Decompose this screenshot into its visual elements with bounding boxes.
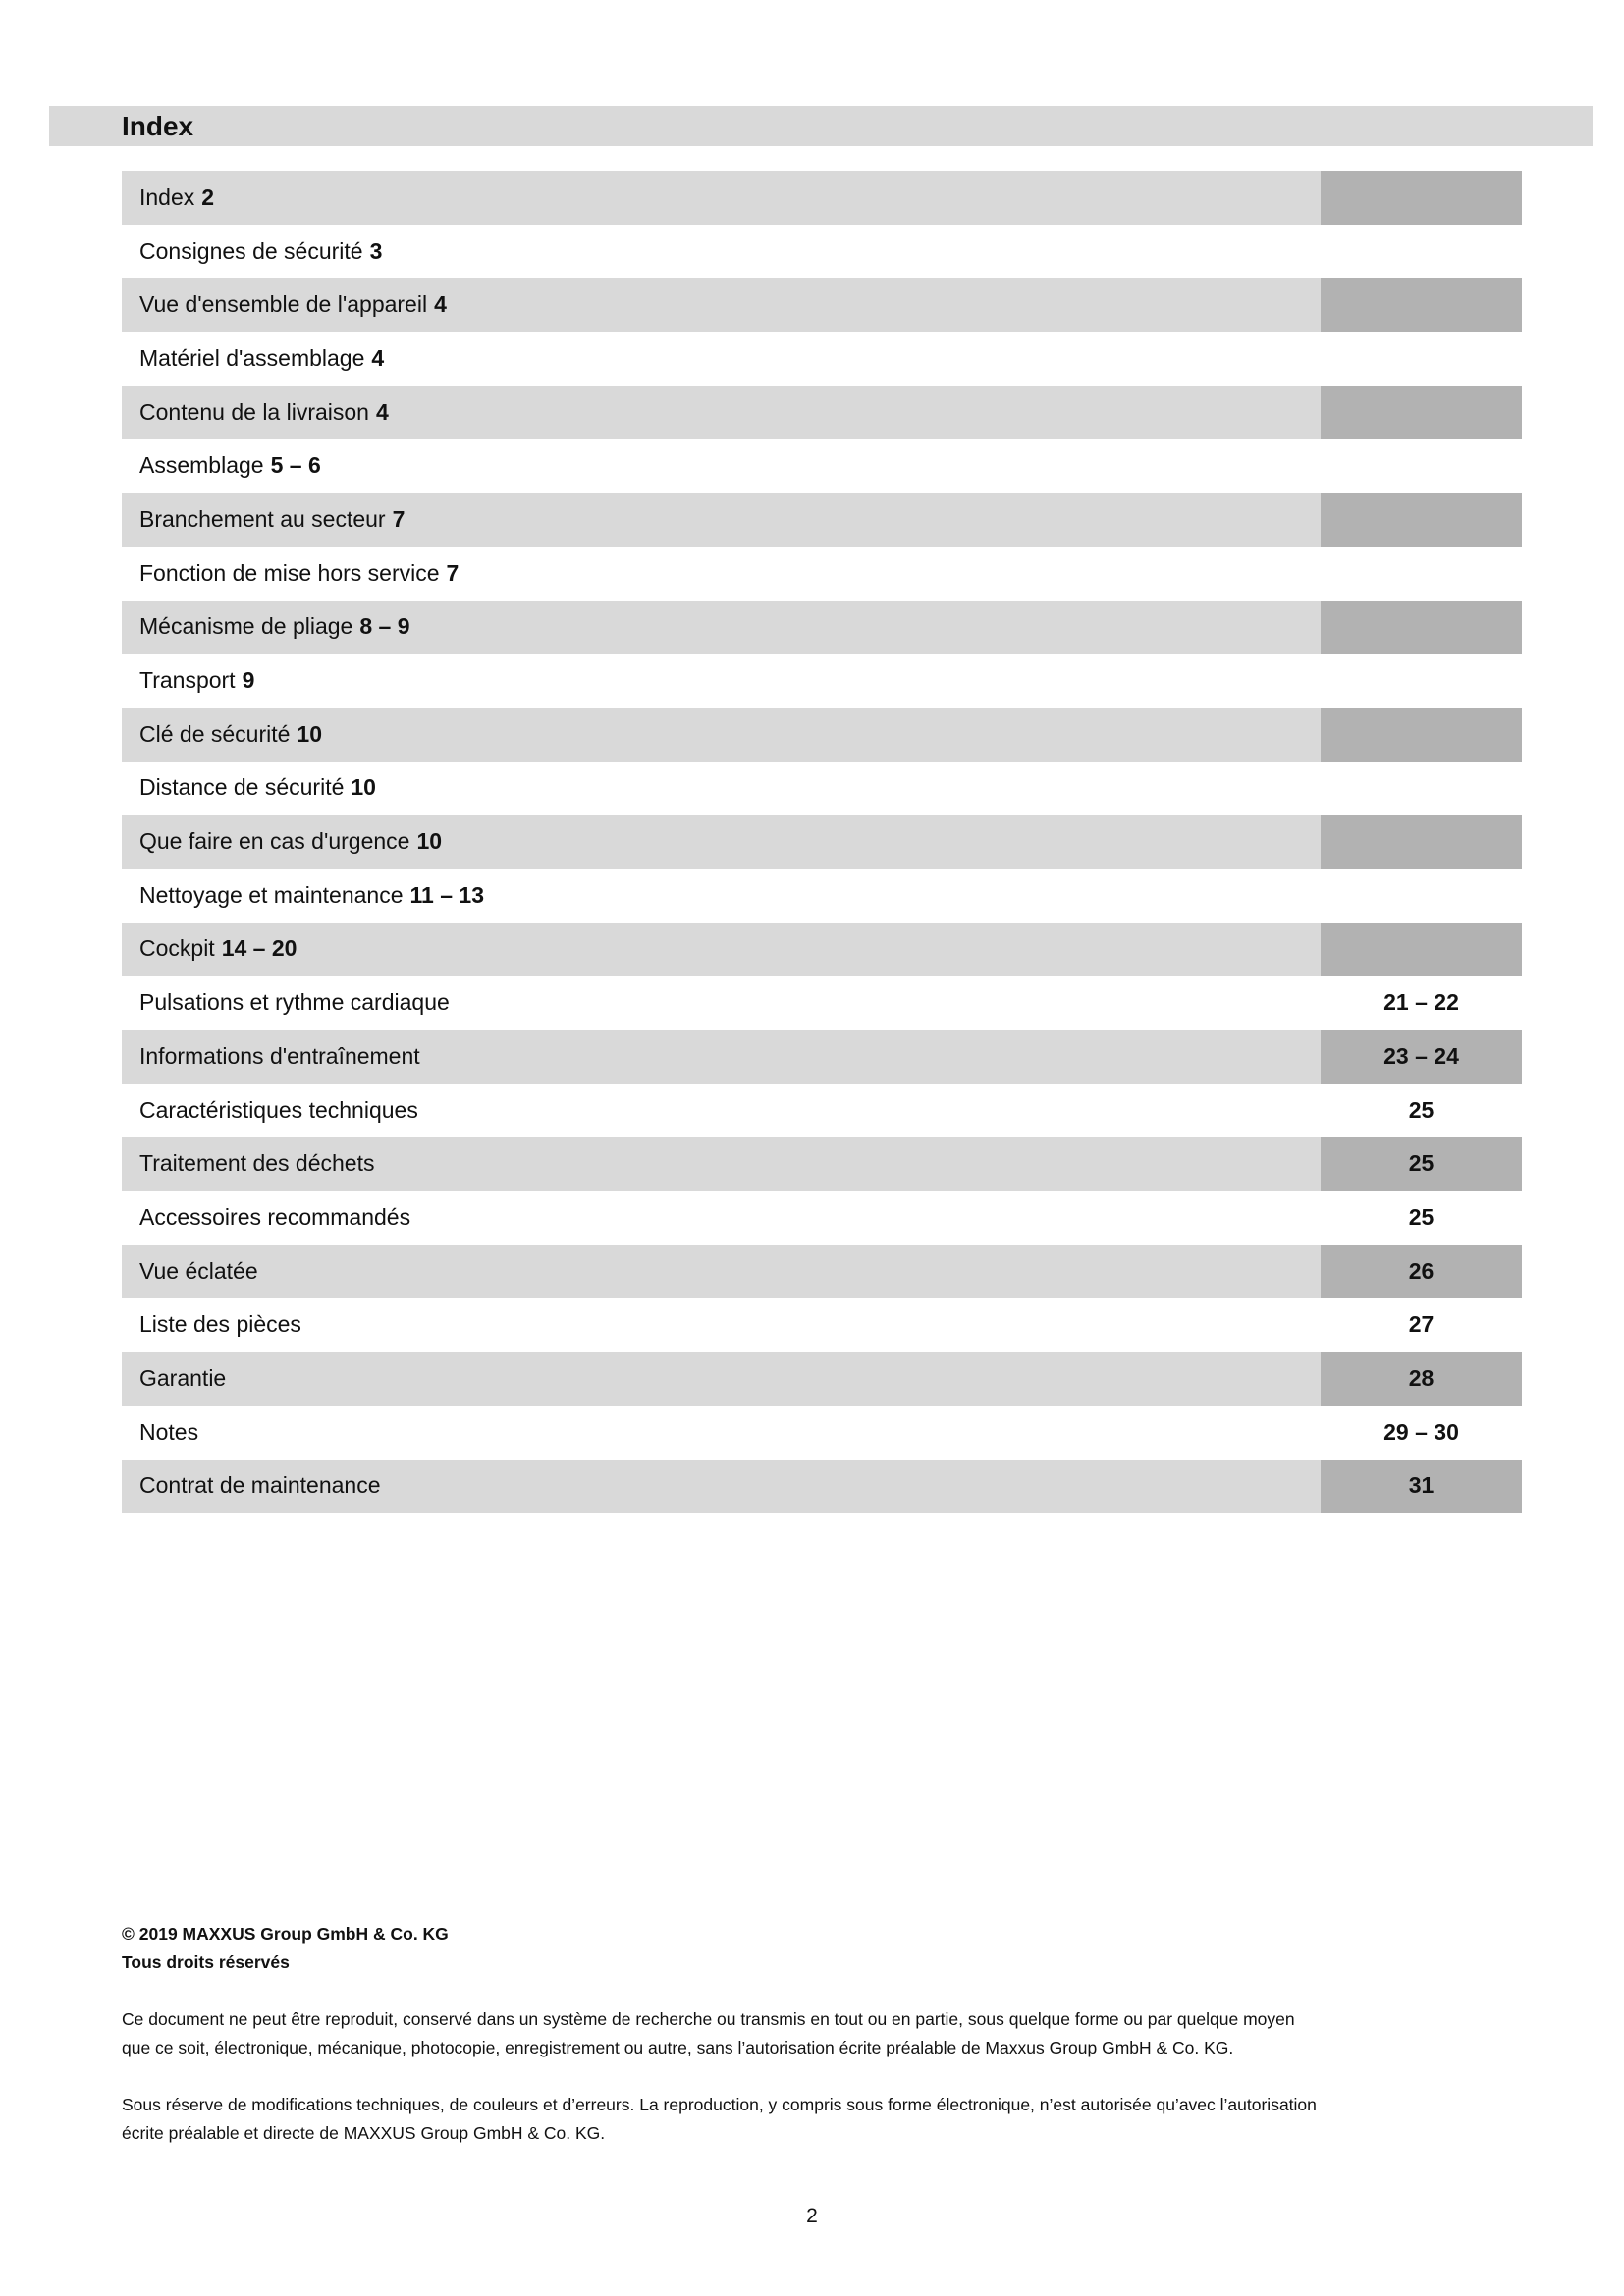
toc-entry-inline-page: 3 <box>369 238 383 264</box>
toc-entry-title <box>139 225 382 279</box>
toc-row[interactable] <box>122 171 1522 225</box>
toc-entry-title <box>139 547 459 601</box>
toc-row[interactable] <box>122 1352 1522 1406</box>
toc-entry-label: Accessoires recommandés <box>139 1203 411 1230</box>
toc-entry-page <box>1321 278 1522 332</box>
toc-entry-label: Assemblage <box>139 453 264 479</box>
toc-row[interactable] <box>122 1084 1522 1138</box>
toc-entry-title <box>139 1352 226 1406</box>
toc-entry-inline-page: 11 – 13 <box>409 881 484 908</box>
toc-row[interactable] <box>122 815 1522 869</box>
toc-entry-page <box>1321 708 1522 762</box>
toc-entry-label: Contenu de la livraison <box>139 399 369 425</box>
toc-entry-inline-page: 14 – 20 <box>221 935 298 962</box>
toc-row[interactable] <box>122 654 1522 708</box>
toc-entry-label: Notes <box>139 1418 199 1445</box>
toc-entry-label: Index <box>139 184 195 210</box>
toc-entry-title <box>139 493 405 547</box>
toc-row[interactable] <box>122 547 1522 601</box>
toc-entry-page <box>1321 601 1522 655</box>
toc-entry-title <box>139 815 442 869</box>
toc-entry-label: Fonction de mise hors service <box>139 560 440 586</box>
toc-entry-title <box>139 708 322 762</box>
toc-entry-title <box>139 869 484 923</box>
toc-entry-inline-page: 10 <box>351 774 376 801</box>
toc-entry-page <box>1321 547 1522 601</box>
toc-row[interactable] <box>122 923 1522 977</box>
copyright-notice: © 2019 MAXXUS Group GmbH & Co. KG <box>122 1924 449 1944</box>
toc-entry-title <box>139 601 410 655</box>
toc-entry-label: Liste des pièces <box>139 1311 301 1338</box>
toc-entry-title <box>139 654 254 708</box>
toc-entry-page: 29 – 30 <box>1383 1418 1459 1445</box>
toc-entry-label: Pulsations et rythme cardiaque <box>139 989 450 1016</box>
toc-entry-label: Que faire en cas d'urgence <box>139 828 410 855</box>
toc-entry-title <box>139 1084 418 1138</box>
toc-entry-title <box>139 1030 420 1084</box>
toc-entry-inline-page: 9 <box>242 667 255 694</box>
toc-entry-inline-page: 4 <box>434 292 447 318</box>
toc-entry-page: 25 <box>1321 1137 1522 1191</box>
toc-row[interactable] <box>122 762 1522 816</box>
toc-entry-title <box>139 1245 258 1299</box>
toc-entry-title <box>139 923 297 977</box>
toc-entry-page: 26 <box>1321 1245 1522 1299</box>
toc-entry-title <box>139 386 389 440</box>
toc-entry-label: Informations d'entraînement <box>139 1042 420 1069</box>
toc-entry-page <box>1321 439 1522 493</box>
toc-row[interactable] <box>122 439 1522 493</box>
toc-row[interactable] <box>122 386 1522 440</box>
toc-entry-title <box>139 1460 381 1514</box>
toc-entry-page <box>1321 332 1522 386</box>
toc-entry-inline-page: 10 <box>416 828 443 855</box>
toc-entry-page: 25 <box>1408 1096 1435 1123</box>
toc-entry-title <box>139 1406 198 1460</box>
toc-entry-label: Matériel d'assemblage <box>139 345 365 371</box>
toc-entry-title <box>139 1137 375 1191</box>
toc-entry-page <box>1321 386 1522 440</box>
toc-entry-label: Consignes de sécurité <box>139 238 363 264</box>
legal-footer <box>122 1920 1320 2148</box>
toc-entry-label: Vue éclatée <box>139 1257 258 1284</box>
toc-entry-title <box>139 976 450 1030</box>
toc-entry-page: 31 <box>1321 1460 1522 1514</box>
toc-entry-inline-page: 4 <box>375 399 389 425</box>
toc-row[interactable] <box>122 332 1522 386</box>
toc-entry-label: Cockpit <box>139 935 215 962</box>
toc-entry-title <box>139 439 321 493</box>
toc-entry-label: Caractéristiques techniques <box>139 1096 418 1123</box>
reproduction-notice: Ce document ne peut être reproduit, conservé dans un système de recherche ou transmis en tout ou en partie, sous quelque forme ou par quelque moyen que ce soit, électronique, mécanique, photocopie, enregistrement ou autre, sans l’autorisation écrite préalable de Maxxus Group GmbH & Co. KG. <box>122 2009 1295 2057</box>
toc-entry-page <box>1321 171 1522 225</box>
toc-row[interactable] <box>122 1406 1522 1460</box>
toc-row[interactable] <box>122 1460 1522 1514</box>
index-header-bar <box>49 106 1593 146</box>
page-number: 2 <box>806 2205 818 2227</box>
toc-entry-page <box>1321 869 1522 923</box>
toc-entry-title <box>139 1298 301 1352</box>
toc-entry-page: 21 – 22 <box>1383 989 1459 1016</box>
toc-entry-page <box>1321 815 1522 869</box>
toc-entry-title <box>139 332 384 386</box>
table-of-contents <box>122 171 1522 1513</box>
toc-entry-inline-page: 7 <box>446 560 460 586</box>
toc-entry-inline-page: 8 – 9 <box>359 614 410 640</box>
modification-notice: Sous réserve de modifications techniques, de couleurs et d’erreurs. La reproduction, y compris sous forme électronique, n’est autorisée qu’avec l’autorisation écrite préalable et directe de MAXXUS Group GmbH & Co. KG. <box>122 2095 1317 2143</box>
toc-entry-label: Garantie <box>139 1364 227 1391</box>
toc-entry-label: Contrat de maintenance <box>139 1472 381 1499</box>
toc-row[interactable] <box>122 601 1522 655</box>
toc-entry-page <box>1321 923 1522 977</box>
toc-entry-page <box>1321 493 1522 547</box>
toc-entry-inline-page: 7 <box>392 506 406 532</box>
toc-entry-inline-page: 4 <box>371 345 385 371</box>
toc-row[interactable] <box>122 869 1522 923</box>
toc-entry-title <box>139 278 447 332</box>
toc-row[interactable] <box>122 1030 1522 1084</box>
toc-entry-page: 23 – 24 <box>1321 1030 1522 1084</box>
toc-entry-inline-page: 5 – 6 <box>270 453 321 479</box>
toc-entry-title <box>139 1191 410 1245</box>
page-title: Index <box>122 111 194 141</box>
toc-row[interactable] <box>122 708 1522 762</box>
toc-row[interactable] <box>122 976 1522 1030</box>
toc-entry-page <box>1321 654 1522 708</box>
toc-row[interactable] <box>122 493 1522 547</box>
toc-entry-inline-page: 2 <box>201 184 215 210</box>
toc-entry-inline-page: 10 <box>297 721 323 747</box>
toc-entry-label: Nettoyage et maintenance <box>139 881 404 908</box>
toc-entry-label: Clé de sécurité <box>139 721 291 747</box>
toc-entry-label: Vue d'ensemble de l'appareil <box>139 292 428 318</box>
toc-entry-label: Branchement au secteur <box>139 506 386 532</box>
toc-row[interactable] <box>122 1298 1522 1352</box>
toc-row[interactable] <box>122 278 1522 332</box>
toc-entry-page <box>1321 225 1522 279</box>
toc-entry-title <box>139 762 376 816</box>
toc-entry-label: Distance de sécurité <box>139 774 345 801</box>
toc-entry-page: 25 <box>1408 1203 1435 1230</box>
toc-row[interactable] <box>122 1137 1522 1191</box>
toc-row[interactable] <box>122 1245 1522 1299</box>
toc-entry-label: Mécanisme de pliage <box>139 614 353 640</box>
rights-notice: Tous droits réservés <box>122 1952 290 1972</box>
toc-entry-page <box>1321 762 1522 816</box>
toc-row[interactable] <box>122 1191 1522 1245</box>
toc-entry-page: 27 <box>1408 1311 1435 1338</box>
toc-entry-title <box>139 171 214 225</box>
toc-row[interactable] <box>122 225 1522 279</box>
toc-entry-label: Traitement des déchets <box>139 1150 375 1177</box>
toc-entry-label: Transport <box>139 667 236 694</box>
toc-entry-page: 28 <box>1321 1352 1522 1406</box>
